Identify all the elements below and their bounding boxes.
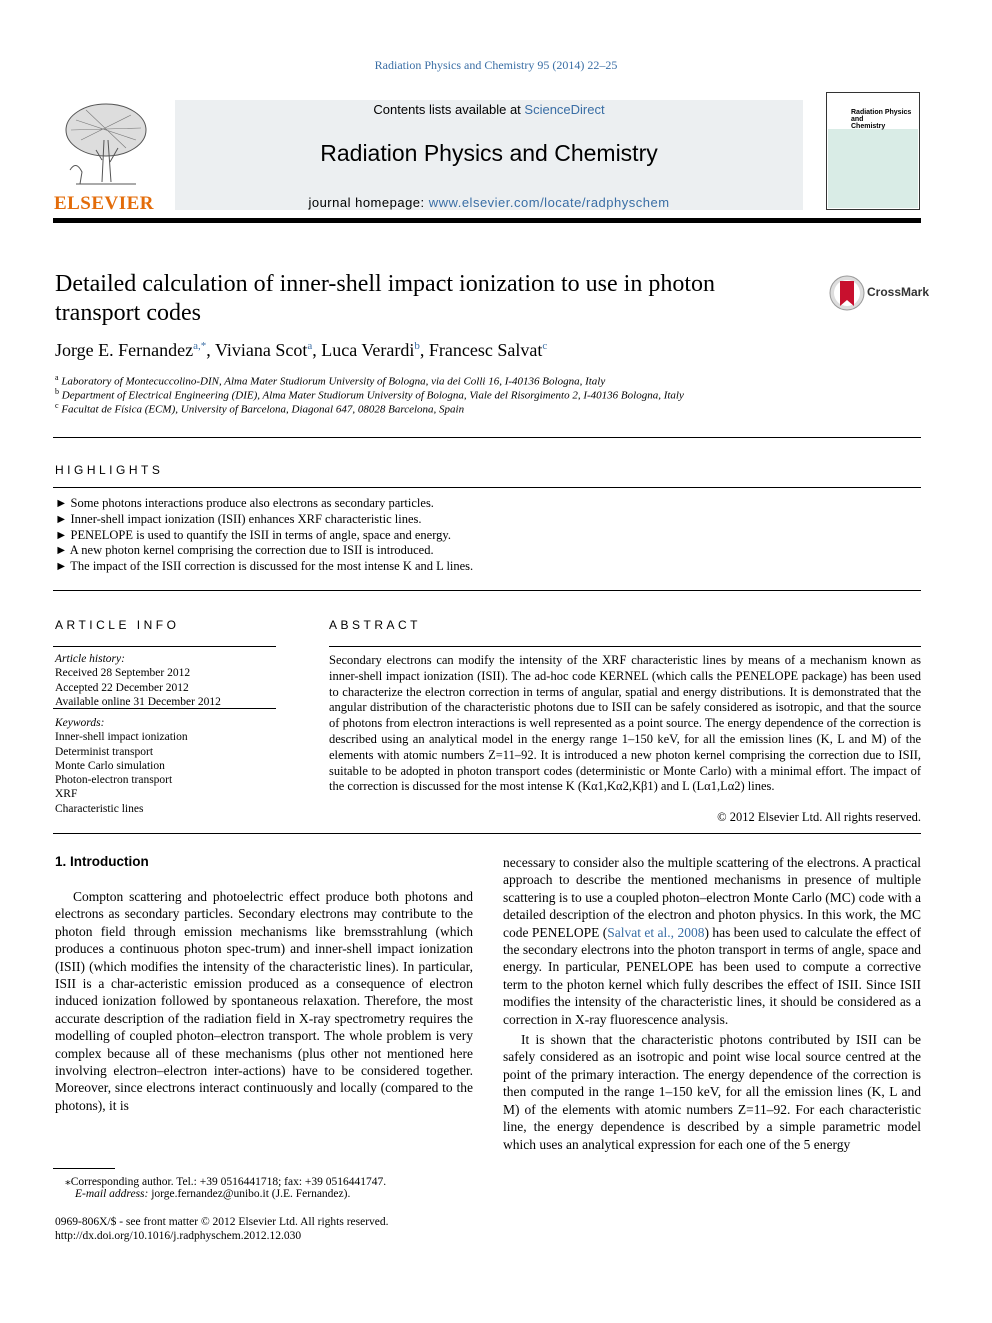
- keyword: Monte Carlo simulation: [55, 759, 165, 772]
- author-name[interactable]: Jorge E. Fernandez: [55, 340, 194, 360]
- homepage-link[interactable]: www.elsevier.com/locate/radphyschem: [428, 195, 670, 210]
- affiliation: [55, 373, 605, 388]
- highlights-heading: HIGHLIGHTS: [55, 463, 164, 477]
- contents-prefix: Contents lists available at: [373, 102, 525, 117]
- article-history-rule: [53, 708, 276, 709]
- affiliations-divider: [53, 437, 921, 438]
- paragraph-text: ) has been used to calculate the effect of the secondary electrons into the photon transport in terms of angle, space and energy. In particular, PENELOPE has been used to compute a corrective term to the photon kernel which fully describes the effect of ISII. Since ISII modifies the intensity of the characteristic lines, it should be considered as a correction in X-ray fluorescence analysis.: [503, 924, 922, 1027]
- abstract-rule: [329, 646, 921, 647]
- author-name[interactable]: Viviana Scot: [214, 340, 308, 360]
- affiliation-text: Facultat de Física (ECM), University of Barcelona, Diagonal 647, 08028 Barcelona, Spain: [61, 403, 465, 416]
- history-received: Received 28 September 2012: [55, 667, 191, 680]
- email-address[interactable]: jorge.fernandez@unibo.it (J.E. Fernandez).: [151, 1188, 351, 1200]
- highlight-item: ► The impact of the ISII correction is discussed for the most intense K and L lines.: [55, 559, 474, 573]
- paragraph: Compton scattering and photoelectric effect produce both photons and electrons as secondary particles. Secondary electrons may contribute to the photon field through emission mechanisms like bremsstrahlung (which produces a continuous photon spec-trum) and inner-shell impact ionization (ISII) (which modifies the intensity of the characteristic lines). In particular, ISII is a char-acteristic emission produced as a consequence of electron induced ionization followed by spontaneous relaxation. Therefore, the most accurate description of the radiation field in X-ray spectrometry requires the modelling of coupled photon–electron transport. The whole problem is very complex because all of these mechanisms (plus other not mentioned here involving electron–electron inter-actions) have to be considered together. Moreover, since electrons interact continuously and locally (compared to the photons), it is: [55, 889, 473, 1113]
- crossmark-label[interactable]: CrossMark: [867, 285, 930, 299]
- header-divider: [53, 218, 921, 223]
- cover-band: [828, 129, 918, 208]
- email-label: E-mail address:: [75, 1188, 149, 1200]
- keywords: [55, 716, 277, 816]
- affiliation-text: Laboratory of Montecuccolino-DIN, Alma Mater Studiorum University of Bologna, via dei Colli 16, I-40136 Bologna, Italy: [61, 375, 606, 388]
- cover-title: [851, 109, 919, 130]
- history-online: Available online 31 December 2012: [55, 695, 221, 708]
- article-info-rule: [53, 646, 276, 647]
- article-info-heading: ARTICLE INFO: [55, 618, 180, 632]
- paragraph: [503, 854, 921, 1028]
- journal-cover-thumbnail[interactable]: [826, 92, 920, 210]
- publisher-name: ELSEVIER: [53, 193, 155, 214]
- affiliation-sup: c: [55, 401, 59, 410]
- footnote-rule: [53, 1168, 115, 1169]
- affiliation-text: Department of Electrical Engineering (DIE), Alma Mater Studiorum University of Bologna, Viale del Risorgimento 2, I-40136 Bologna, Italy: [61, 389, 684, 402]
- author-sup[interactable]: a,*: [193, 340, 207, 352]
- abstract-heading: ABSTRACT: [329, 618, 422, 632]
- highlight-item: ► Some photons interactions produce also electrons as secondary particles.: [55, 496, 434, 510]
- affiliation-sup: a: [55, 373, 59, 382]
- history-accepted: Accepted 22 December 2012: [55, 681, 189, 694]
- crossmark-icon[interactable]: [829, 275, 865, 311]
- paragraph-text: necessary to consider also the multiple scattering of the electrons. A practical approach to describe the mentioned mechanisms in presence of multiple scattering is to use a coupled photon–electron Monte Carlo (MC) code with a detailed description of the electron and photon physics. In this work, the MC code PENELOPE (: [503, 855, 921, 940]
- author-list: Jorge E. Fernandez$^{a,*}$, Viviana Scot$^a$, Luca Verardi$^b$, Francesc Salvat$^c$: [55, 340, 548, 360]
- section-heading: 1. Introduction: [55, 854, 149, 869]
- intro-right-column: [503, 854, 921, 1153]
- highlight-item: ► A new photon kernel comprising the correction due to ISII is introduced.: [55, 543, 434, 557]
- author-sup[interactable]: a: [307, 340, 313, 352]
- history-label: Article history:: [55, 653, 125, 665]
- article-title: [55, 270, 815, 328]
- author-sup[interactable]: b: [414, 340, 420, 352]
- affiliation: [55, 401, 464, 416]
- keyword: Inner-shell impact ionization: [55, 731, 188, 744]
- author-name[interactable]: Francesc Salvat: [428, 340, 543, 360]
- homepage-prefix: journal homepage:: [308, 195, 429, 210]
- affiliation: [55, 387, 684, 402]
- keyword: Photon-electron transport: [55, 774, 173, 787]
- email-note: [75, 1188, 350, 1200]
- sciencedirect-link[interactable]: ScienceDirect: [524, 102, 605, 117]
- highlight-item: ► Inner-shell impact ionization (ISII) enhances XRF characteristic lines.: [55, 512, 422, 526]
- journal-title: Radiation Physics and Chemistry: [320, 140, 658, 166]
- homepage-line: [175, 195, 803, 210]
- abstract-divider: [53, 833, 921, 834]
- paragraph: It is shown that the characteristic photons contributed by ISII can be safely considered as an isotropic and point wise local source centred at the point of the primary interaction. The energy dependence of the correction is then computed in the range 1–150 keV, for all the emission lines (K, L and M) of the elements with atomic numbers Z=11–92. For each characteristic line, the energy dependence is described by a simple parametric model which uses an analytical expression for each one of the 5 energy: [503, 1032, 921, 1152]
- journal-reference[interactable]: Radiation Physics and Chemistry 95 (2014) 22–25: [374, 58, 618, 72]
- doi-link[interactable]: http://dx.doi.org/10.1016/j.radphyschem.2012.12.030: [55, 1230, 302, 1242]
- issn-line: 0969-806X/$ - see front matter © 2012 Elsevier Ltd. All rights reserved.: [55, 1216, 389, 1228]
- intro-left-column: [55, 888, 473, 1114]
- highlights-divider: [53, 590, 921, 591]
- contents-line: [175, 102, 803, 117]
- affiliation-sup: b: [55, 387, 59, 396]
- keyword: XRF: [55, 788, 78, 801]
- highlight-item: ► PENELOPE is used to quantify the ISII in terms of angle, space and energy.: [55, 528, 451, 542]
- abstract-text: Secondary electrons can modify the intensity of the XRF characteristic lines by means of a mechanism known as inner-shell impact ionization (ISII). The ad-hoc code KERNEL (which calls the PENELOPE package) has been used to characterize the electron correction in terms of angular, spatial and energy distributions. It is demonstrated that the angular distribution of the characteristic photons due to ISII can be safely considered as isotropic, and that the source of photons from electron interactions is well represented as a point source. The energy dependence of the correction is described using an analytical model in the energy range 1–150 keV, for all the emission lines (K, L and M) of the elements with atomic numbers Z=11–92. It is introduced a new photon kernel comprising the correction due to ISII, suitable to be adopted in photon transport codes (deterministic or Monte Carlo) with a minimal effort. The impact of the correction is discussed for the most intense K (Kα1,Kα2,Kβ1) and L (Lα1,Lα2) lines.: [329, 653, 921, 794]
- article-history: [55, 652, 277, 709]
- abstract-copyright: © 2012 Elsevier Ltd. All rights reserved.: [717, 810, 921, 824]
- highlights-rule: [53, 487, 921, 488]
- keyword: Characteristic lines: [55, 802, 144, 815]
- keywords-label: Keywords:: [55, 717, 105, 729]
- author-name[interactable]: Luca Verardi: [321, 340, 415, 360]
- title-line-1: Detailed calculation of inner-shell impact ionization to use in photon: [55, 271, 715, 297]
- corresponding-author-note: ⁎Corresponding author. Tel.: +39 0516441718; fax: +39 0516441747.: [65, 1176, 387, 1188]
- cover-title-line-1: Radiation Physics and: [851, 109, 912, 123]
- keyword: Determinist transport: [55, 745, 154, 758]
- elsevier-tree-logo: [56, 100, 152, 190]
- cover-title-line-2: Chemistry: [851, 123, 886, 130]
- citation-link[interactable]: Salvat et al., 2008: [607, 924, 705, 940]
- title-line-2: transport codes: [55, 300, 201, 326]
- author-sup[interactable]: c: [542, 340, 548, 352]
